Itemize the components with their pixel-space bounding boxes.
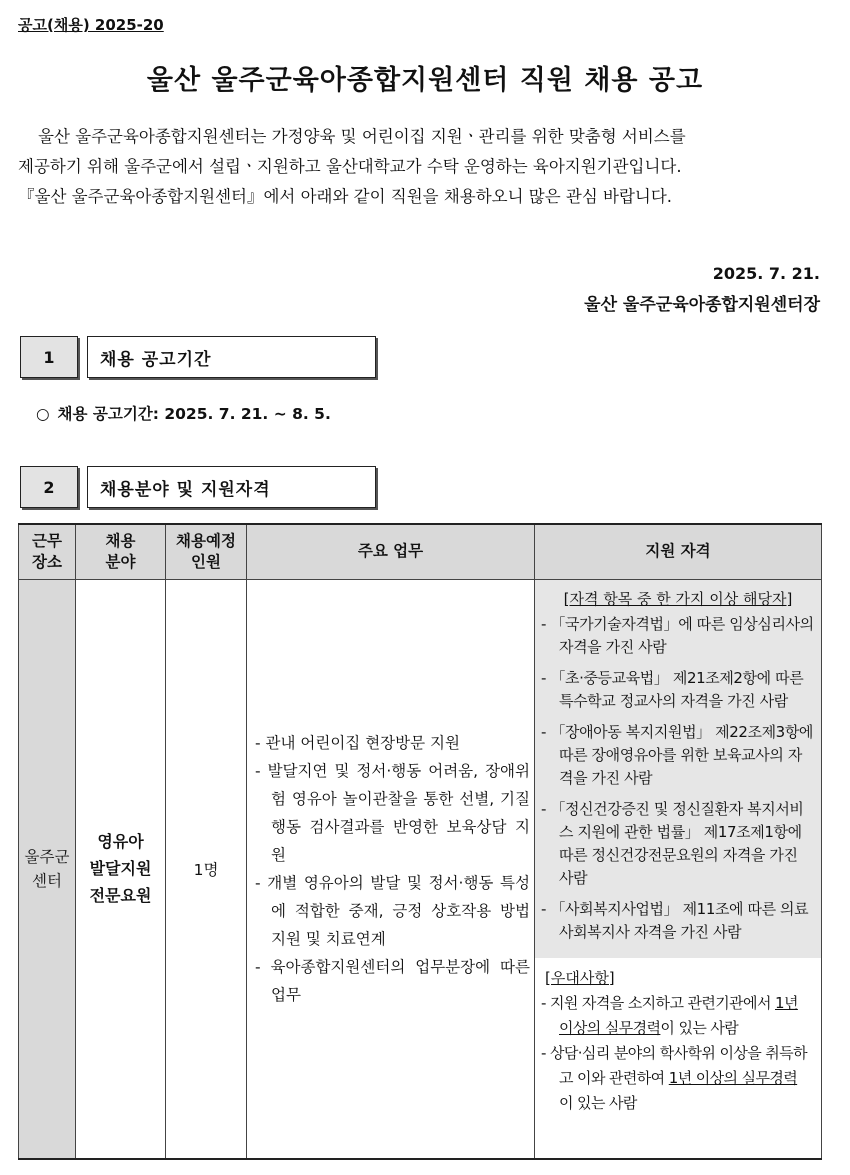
signer: 울산 울주군육아종합지원센터장	[584, 295, 820, 315]
recruitment-period	[36, 402, 331, 424]
recruitment-table	[18, 523, 822, 1160]
bullet-icon: ○	[36, 405, 50, 423]
preference-box	[535, 958, 821, 1122]
duty-item: - 관내 어린이집 현장방문 지원	[255, 733, 460, 752]
section-2-number: 2	[20, 466, 78, 508]
duty-item: - 발달지연 및 정서·행동 어려움, 장애위험 영유아 놀이관찰을 통한 선별, 기질행동 검사결과를 반영한 보육상담 지원	[255, 761, 530, 864]
preference-item: - 지원 자격을 소지하고 관련기관에서 1년 이상의 실무경력이 있는 사람	[541, 993, 798, 1037]
table-row	[19, 579, 822, 1159]
cell-field: 영유아 발달지원 전문요원	[76, 579, 166, 1159]
page-title: 울산 울주군육아종합지원센터 직원 채용 공고	[146, 65, 704, 96]
cell-qualifications	[535, 579, 822, 1159]
qualification-header: [자격 항목 중 한 가지 이상 해당자]	[563, 589, 793, 608]
header-qualifications: 지원 자격	[535, 524, 822, 579]
header-location: 근무 장소	[19, 524, 76, 579]
intro-line: 제공하기 위해 울주군에서 설립ㆍ지원하고 울산대학교가 수탁 운영하는 육아지원기관입니다.	[18, 157, 682, 176]
cell-count: 1명	[166, 579, 247, 1159]
cell-duties	[247, 579, 535, 1159]
section-2-title: 채용분야 및 지원자격	[87, 466, 376, 508]
qualification-item: - 「초·중등교육법」 제21조제2항에 따른 특수학교 정교사의 자격을 가진 사람	[541, 668, 804, 710]
header-count: 채용예정 인원	[166, 524, 247, 579]
qualification-item: - 「국가기술자격법」에 따른 임상심리사의 자격을 가진 사람	[541, 614, 814, 656]
duty-item: - 개별 영유아의 발달 및 정서·행동 특성에 적합한 중재, 긍정 상호작용 방법 지원 및 치료연계	[255, 873, 530, 948]
preference-header: [우대사항]	[545, 968, 615, 987]
qualification-item: - 「정신건강증진 및 정신질환자 복지서비스 지원에 관한 법률」 제17조제1항에 따른 정신건강전문요원의 자격을 가진 사람	[541, 799, 804, 887]
intro-line: 『울산 울주군육아종합지원센터』에서 아래와 같이 직원을 채용하오니 많은 관심 바랍니다.	[18, 187, 673, 206]
table-header-row	[19, 524, 822, 579]
notice-date: 2025. 7. 21.	[712, 264, 820, 283]
qualification-box	[535, 580, 821, 958]
duty-item: - 육아종합지원센터의 업무분장에 따른 업무	[255, 957, 530, 1004]
period-text: 채용 공고기간: 2025. 7. 21. ~ 8. 5.	[57, 405, 331, 423]
intro-paragraph	[18, 122, 830, 212]
cell-location: 울주군 센터	[19, 579, 76, 1159]
section-1-title: 채용 공고기간	[87, 336, 376, 378]
qualification-item: - 「장애아동 복지지원법」 제22조제3항에 따른 장애영유아를 위한 보육교사의 자격을 가진 사람	[541, 722, 814, 787]
section-1-number: 1	[20, 336, 78, 378]
notice-number: 공고(채용) 2025-20	[18, 16, 164, 34]
intro-line: 울산 울주군육아종합지원센터는 가정양육 및 어린이집 지원ㆍ관리를 위한 맞춤형 서비스를	[38, 127, 686, 146]
header-duties: 주요 업무	[247, 524, 535, 579]
preference-item: - 상담·심리 분야의 학사학위 이상을 취득하고 이와 관련하여 1년 이상의 실무경력 이 있는 사람	[541, 1043, 807, 1112]
qualification-item: - 「사회복지사업법」 제11조에 따른 의료사회복지사 자격을 가진 사람	[541, 899, 809, 941]
header-field: 채용 분야	[76, 524, 166, 579]
